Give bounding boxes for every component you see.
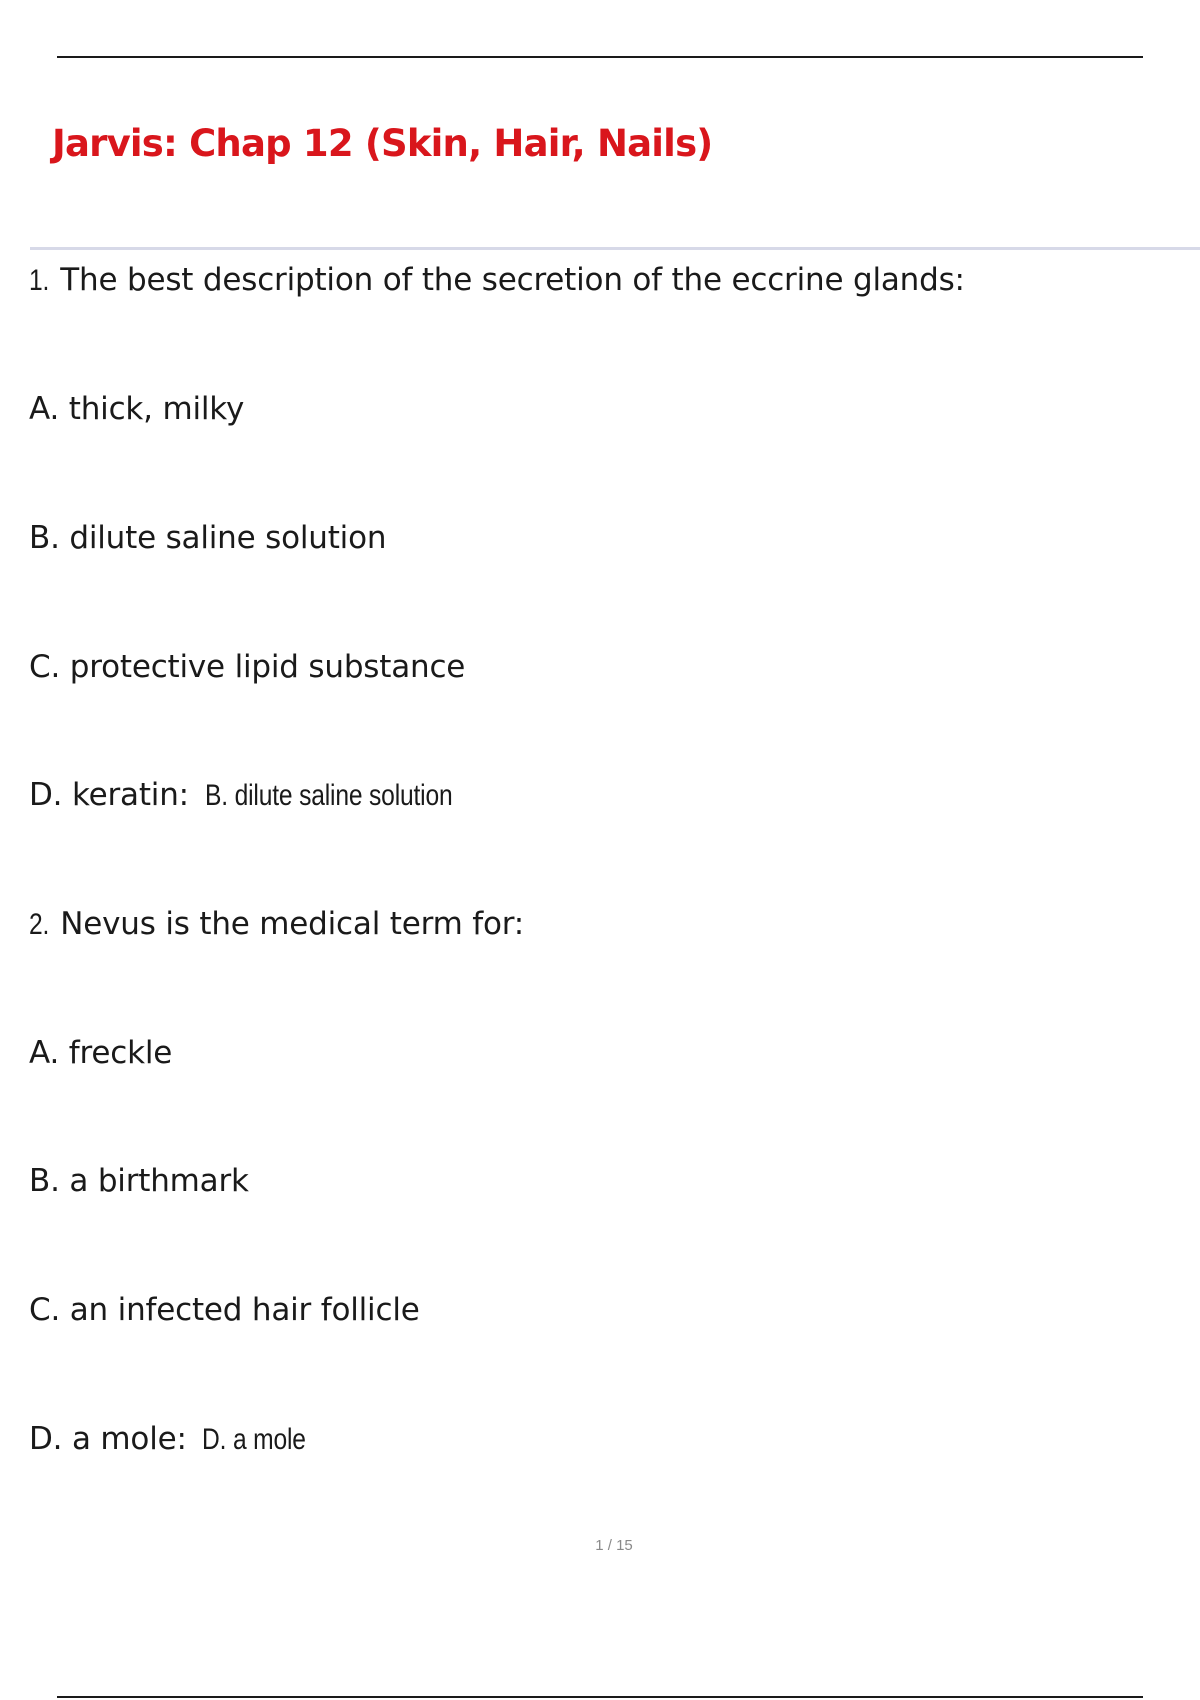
question-2-option-c: C. an infected hair follicle — [29, 1292, 420, 1328]
question-1-option-a: A. thick, milky — [29, 391, 245, 427]
question-2-option-b: B. a birthmark — [29, 1163, 249, 1199]
question-2-option-d — [29, 1421, 329, 1457]
top-rule — [57, 56, 1143, 58]
question-1-number: 1. — [29, 264, 50, 297]
question-1 — [29, 262, 965, 298]
question-2-option-a: A. freckle — [29, 1035, 173, 1071]
question-2 — [29, 906, 524, 942]
question-1-option-b: B. dilute saline solution — [29, 520, 387, 556]
document-title: Jarvis: Chap 12 (Skin, Hair, Nails) — [52, 122, 713, 165]
title-divider — [30, 247, 1200, 250]
page-number: 1 / 15 — [595, 1537, 633, 1554]
question-2-answer: D. a mole — [202, 1423, 307, 1456]
question-1-option-d-text: D. keratin: — [29, 777, 189, 813]
question-2-option-d-text: D. a mole: — [29, 1421, 187, 1457]
question-1-option-c: C. protective lipid substance — [29, 649, 466, 685]
question-2-number: 2. — [29, 908, 50, 941]
question-1-option-d — [29, 777, 506, 813]
question-1-text: The best description of the secretion of the eccrine glands: — [60, 262, 965, 298]
bottom-rule — [57, 1696, 1143, 1698]
question-2-text: Nevus is the medical term for: — [60, 906, 524, 942]
question-1-answer: B. dilute saline solution — [204, 779, 453, 812]
